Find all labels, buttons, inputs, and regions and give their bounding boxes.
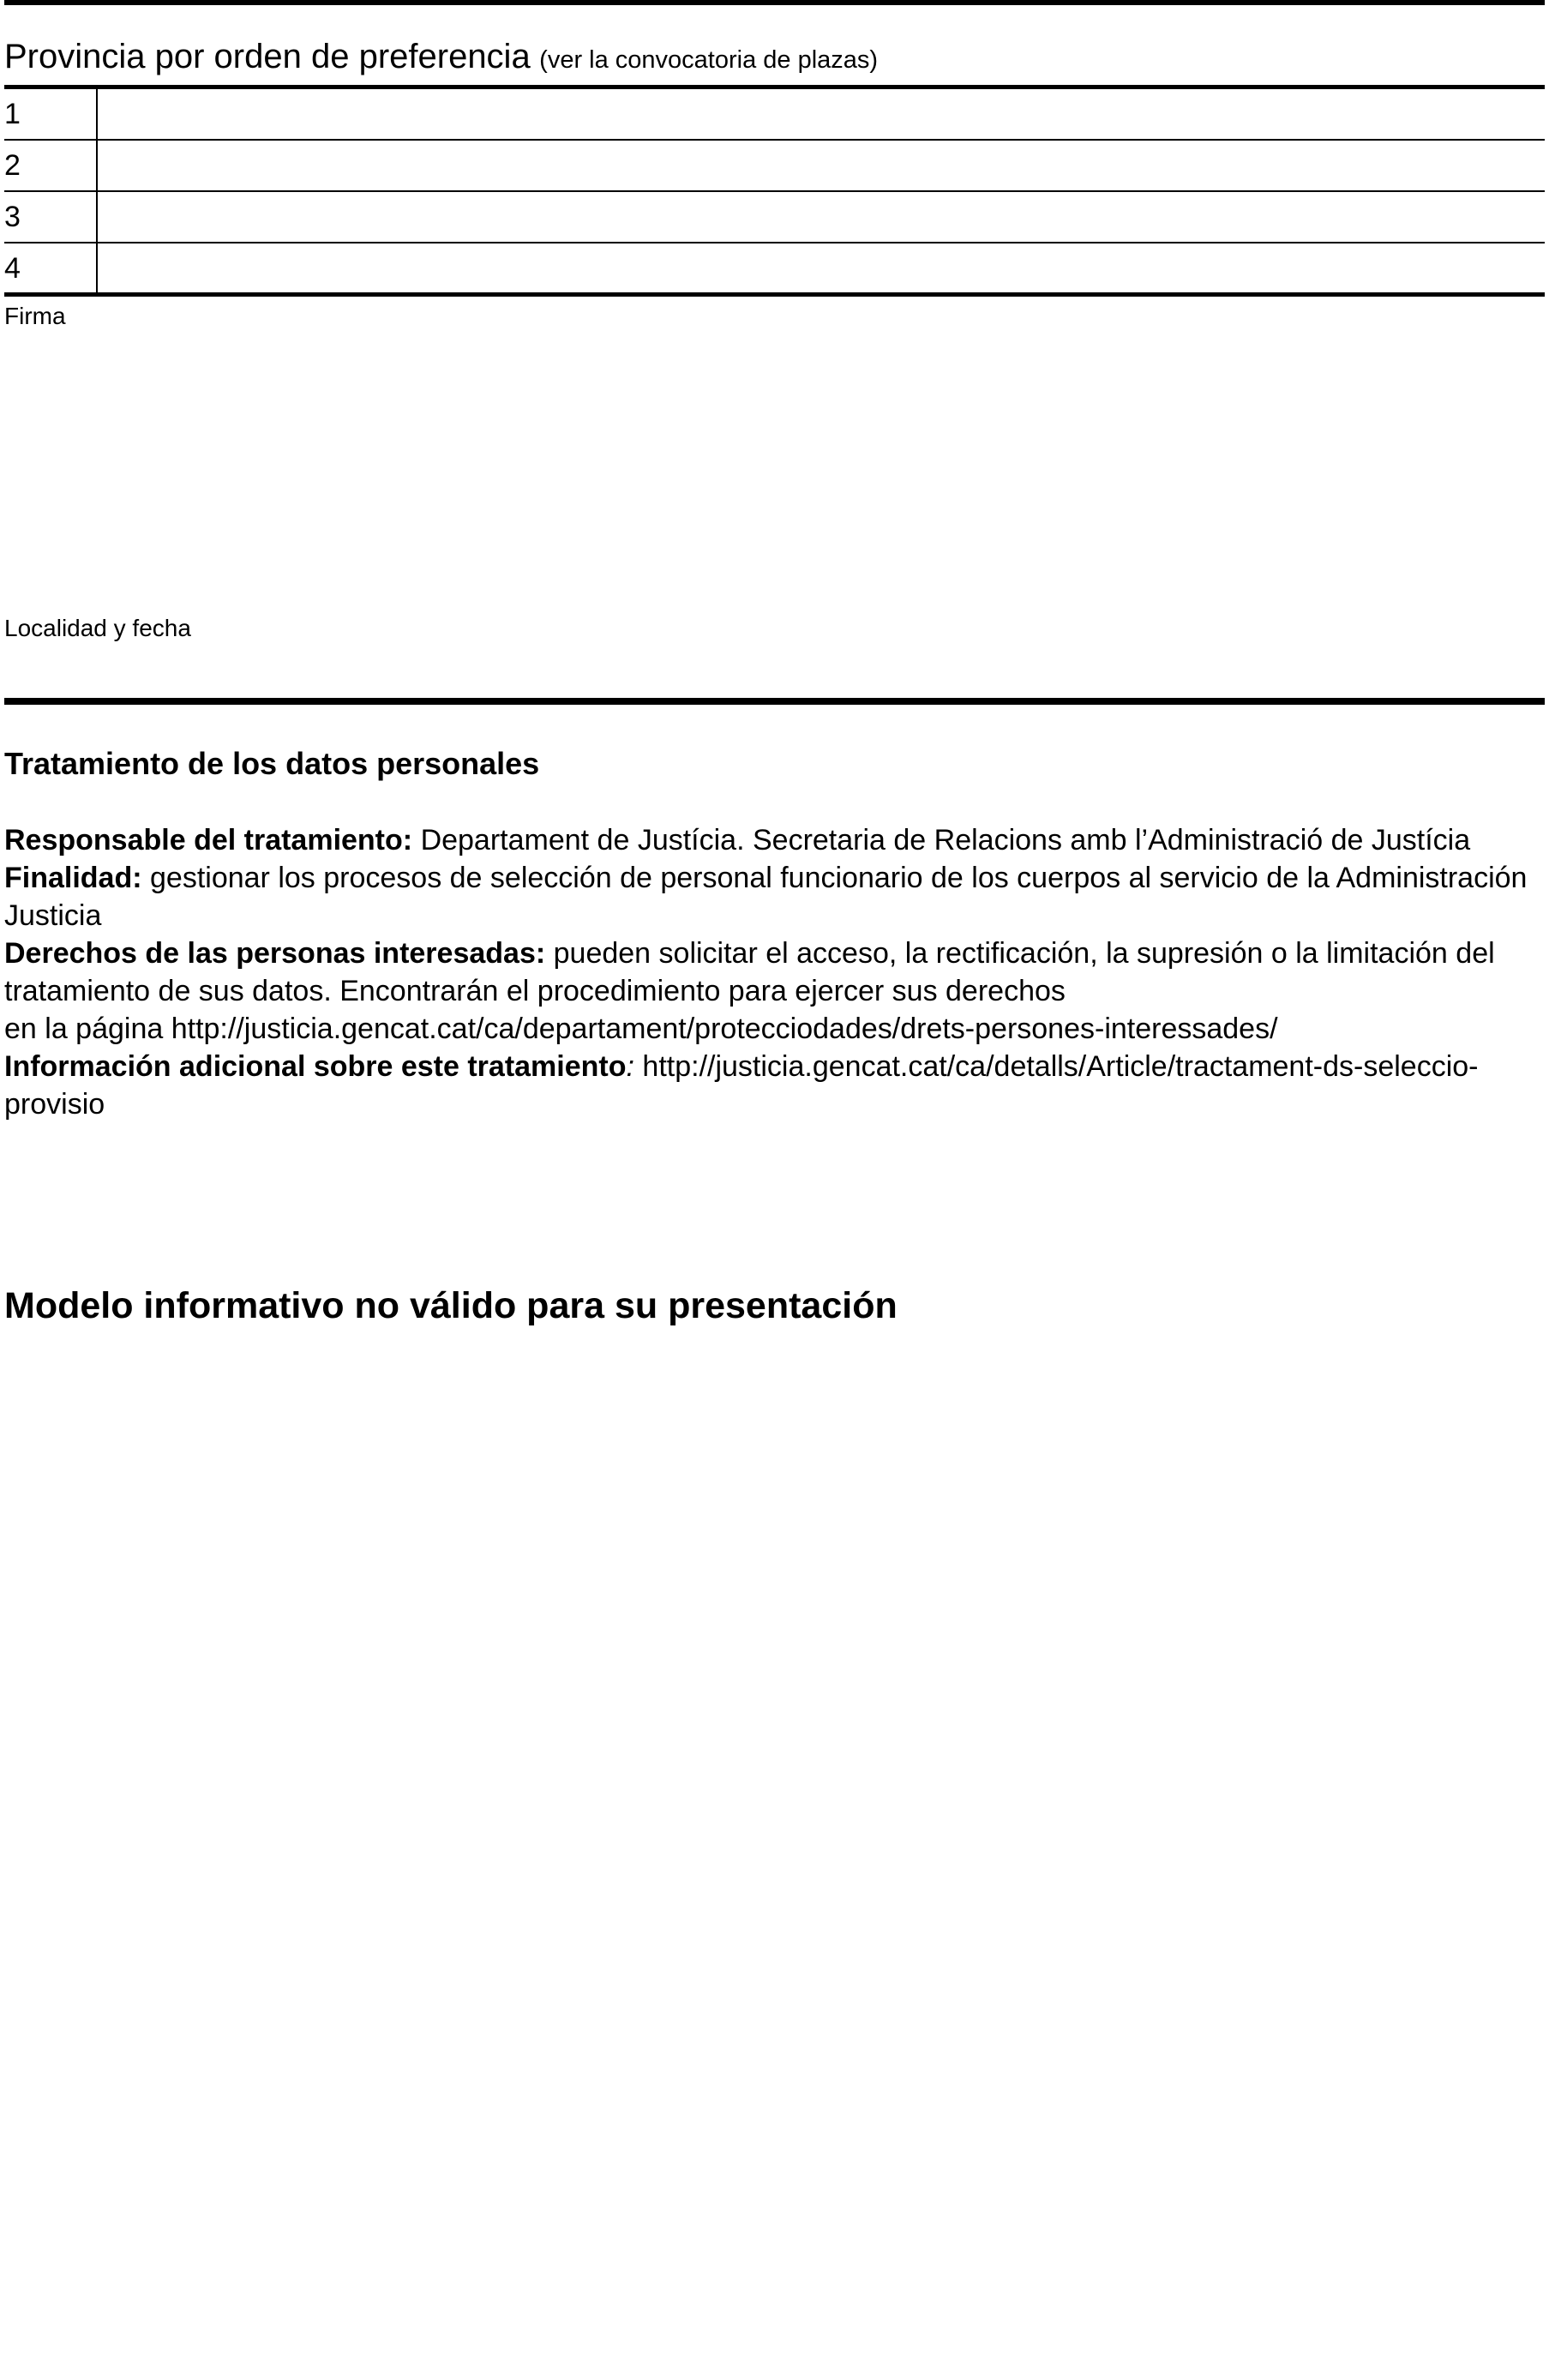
adicional-label: Información adicional sobre este tratamiento bbox=[4, 1050, 627, 1083]
derechos-item bbox=[4, 935, 1545, 1048]
not-valid-notice: Modelo informativo no válido para su presentación bbox=[4, 1285, 898, 1326]
derechos-label: Derechos de las personas interesadas: bbox=[4, 937, 546, 970]
preference-row-number: 2 bbox=[4, 149, 21, 182]
preference-row-4 bbox=[4, 243, 1545, 295]
preference-heading bbox=[4, 39, 878, 74]
preference-title: Provincia por orden de preferencia bbox=[4, 38, 531, 75]
preference-row-number: 1 bbox=[4, 98, 21, 130]
top-divider bbox=[4, 0, 1545, 5]
preference-row-1 bbox=[4, 89, 1545, 141]
place-date-label: Localidad y fecha bbox=[4, 615, 191, 641]
adicional-colon: : bbox=[626, 1050, 634, 1083]
province-field-3[interactable] bbox=[100, 192, 1545, 242]
preference-row-number: 3 bbox=[4, 201, 21, 233]
finalidad-label: Finalidad: bbox=[4, 862, 142, 894]
column-separator bbox=[96, 192, 98, 242]
privacy-text bbox=[4, 821, 1545, 1123]
adicional-link[interactable]: http://justicia.gencat.cat/ca/detalls/Article/tractament-ds-seleccio-provisio bbox=[4, 1050, 1479, 1121]
finalidad-item bbox=[4, 859, 1545, 935]
preference-note: (ver la convocatoria de plazas) bbox=[539, 46, 879, 74]
table-bottom-divider bbox=[4, 292, 1545, 297]
preference-row-3 bbox=[4, 192, 1545, 243]
preference-row-number: 4 bbox=[4, 252, 21, 285]
province-field-1[interactable] bbox=[100, 89, 1545, 139]
preference-table bbox=[4, 89, 1545, 295]
signature-label: Firma bbox=[4, 303, 66, 329]
column-separator bbox=[96, 243, 98, 295]
derechos-text: pueden solicitar el acceso, la rectificación, la supresión o la limitación del tratamiento de sus datos. Encontrarán el procedimiento para ejercer sus derechos bbox=[4, 937, 1495, 1007]
responsable-label: Responsable del tratamiento: bbox=[4, 824, 413, 856]
privacy-divider bbox=[4, 698, 1545, 705]
column-separator bbox=[96, 141, 98, 190]
column-separator bbox=[96, 89, 98, 139]
responsable-text: Departament de Justícia. Secretaria de Relacions amb l’Administració de Justícia bbox=[420, 824, 1471, 856]
finalidad-text: gestionar los procesos de selección de personal funcionario de los cuerpos al servicio de la Administración Justicia bbox=[4, 862, 1528, 932]
privacy-heading: Tratamiento de los datos personales bbox=[4, 746, 540, 781]
province-field-2[interactable] bbox=[100, 141, 1545, 190]
province-field-4[interactable] bbox=[100, 243, 1545, 295]
preference-row-2 bbox=[4, 141, 1545, 192]
derechos-link-line[interactable]: en la página http://justicia.gencat.cat/ca/departament/protecciodades/drets-persones-interessades/ bbox=[4, 1013, 1278, 1045]
adicional-item bbox=[4, 1048, 1545, 1123]
responsable-item bbox=[4, 821, 1545, 859]
